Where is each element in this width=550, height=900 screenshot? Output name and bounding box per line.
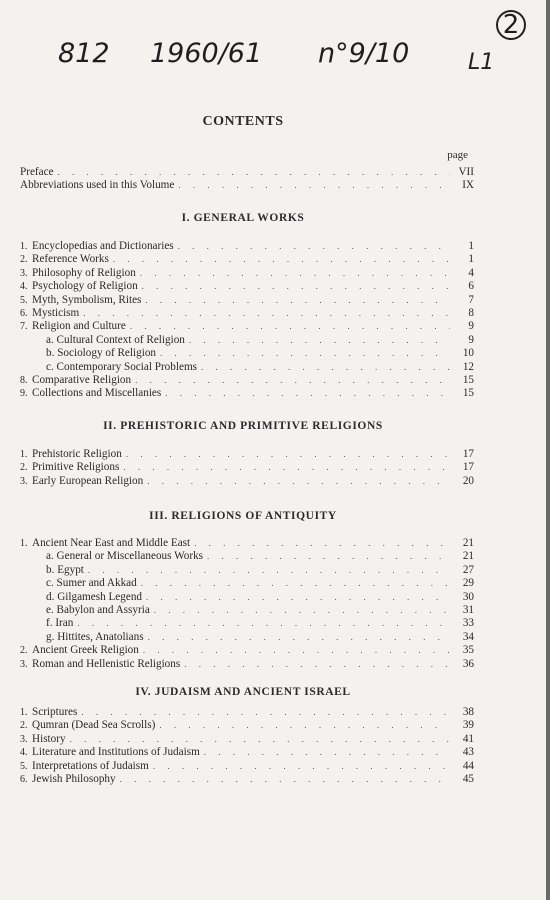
toc-entry[interactable] — [20, 719, 474, 732]
toc-entry-page: 15 — [462, 387, 474, 400]
leader-dots — [142, 280, 450, 293]
toc-entry-page: 34 — [462, 630, 474, 643]
toc-entry-label: Preface — [20, 166, 54, 178]
toc-entry-number: 6. — [20, 307, 28, 319]
toc-entry[interactable] — [20, 550, 474, 563]
toc-entry-page: 30 — [462, 590, 474, 603]
leader-dots — [207, 550, 450, 563]
toc-entry-number: 3. — [20, 475, 28, 487]
toc-entry-page: 10 — [462, 347, 474, 360]
toc-entry-page: VII — [458, 166, 474, 178]
leader-dots — [147, 475, 450, 488]
page-gutter — [546, 0, 550, 900]
leader-dots — [120, 773, 450, 786]
leader-dots — [204, 746, 450, 759]
handwritten-note: L1 — [468, 50, 495, 75]
leader-dots — [184, 658, 450, 671]
toc-entry-number: 3. — [20, 658, 28, 670]
toc-entry-label: Psychology of Religion — [32, 280, 138, 293]
toc-entry-page: 38 — [462, 706, 474, 718]
leader-dots — [143, 644, 450, 657]
toc-entry-label: c. Contemporary Social Problems — [46, 360, 198, 373]
toc-entry[interactable] — [20, 307, 474, 320]
leader-dots — [130, 320, 450, 333]
leader-dots — [160, 347, 450, 360]
toc-entry-label: Comparative Religion — [32, 373, 132, 386]
toc-entry-label: a. Cultural Context of Religion — [46, 333, 185, 346]
toc-entry-number: 7. — [20, 321, 28, 333]
toc-entry-page: 29 — [462, 577, 474, 590]
leader-dots — [146, 591, 450, 604]
leader-dots — [194, 537, 450, 550]
toc-entry[interactable] — [20, 475, 474, 488]
section-list — [20, 240, 474, 401]
leader-dots — [126, 448, 450, 461]
toc-entry[interactable] — [20, 361, 474, 374]
toc-entry[interactable] — [20, 773, 474, 786]
toc-entry[interactable] — [20, 591, 474, 604]
toc-entry-label: Primitive Religions — [32, 461, 120, 474]
toc-entry-page: 1 — [468, 253, 474, 266]
toc-entry-number: 3. — [20, 267, 28, 279]
leader-dots — [201, 361, 450, 374]
handwritten-note: 1960/61 — [150, 38, 263, 69]
toc-entry[interactable] — [20, 617, 474, 630]
toc-entry-page: IX — [462, 179, 474, 192]
leader-dots — [83, 307, 450, 320]
toc-entry[interactable] — [20, 564, 474, 577]
leader-dots — [70, 733, 450, 746]
toc-entry-label: b. Egypt — [46, 563, 84, 576]
leader-dots — [140, 267, 450, 280]
toc-entry-page: 7 — [468, 293, 474, 306]
leader-dots — [88, 564, 450, 577]
section-heading: III. RELIGIONS OF ANTIQUITY — [149, 510, 337, 522]
toc-entry-label: f. Iran — [46, 617, 74, 630]
section-heading: II. PREHISTORIC AND PRIMITIVE RELIGIONS — [103, 420, 383, 432]
toc-entry[interactable] — [20, 706, 474, 719]
toc-entry-number: 2. — [20, 462, 28, 474]
toc-entry[interactable] — [20, 760, 474, 773]
toc-entry[interactable] — [20, 658, 474, 671]
toc-entry-label: Early European Religion — [32, 474, 144, 487]
toc-entry[interactable] — [20, 644, 474, 657]
page-title: CONTENTS — [202, 114, 284, 129]
toc-entry-page: 43 — [462, 746, 474, 759]
toc-entry[interactable] — [20, 604, 474, 617]
toc-entry-label: Myth, Symbolism, Rites — [32, 293, 142, 306]
toc-entry[interactable] — [20, 387, 474, 400]
toc-entry-label: Scriptures — [32, 706, 78, 718]
toc-entry[interactable] — [20, 631, 474, 644]
toc-entry-label: Jewish Philosophy — [32, 772, 116, 785]
toc-entry-page: 12 — [462, 360, 474, 373]
toc-entry-label: d. Gilgamesh Legend — [46, 590, 143, 603]
section-list — [20, 706, 474, 786]
leader-dots — [189, 334, 450, 347]
toc-entry[interactable] — [20, 280, 474, 293]
toc-entry-label: g. Hittites, Anatolians — [46, 630, 144, 643]
toc-entry-number: 5. — [20, 294, 28, 306]
leader-dots — [165, 387, 450, 400]
toc-entry[interactable] — [20, 253, 474, 266]
toc-entry-number: 2. — [20, 720, 28, 732]
section-list — [20, 537, 474, 671]
toc-entry-label: Qumran (Dead Sea Scrolls) — [32, 719, 156, 732]
leader-dots — [135, 374, 450, 387]
toc-entry-page: 1 — [468, 240, 474, 252]
toc-entry[interactable] — [20, 577, 474, 590]
toc-entry-page: 17 — [462, 448, 474, 460]
toc-entry-page: 41 — [462, 732, 474, 745]
toc-entry-page: 6 — [468, 280, 474, 293]
leader-dots — [178, 240, 450, 253]
toc-entry-label: Ancient Greek Religion — [32, 644, 139, 657]
front-matter-list — [20, 166, 474, 193]
toc-entry-page: 15 — [462, 373, 474, 386]
toc-entry[interactable] — [20, 347, 474, 360]
toc-entry-label: Prehistoric Religion — [32, 448, 122, 460]
handwritten-annotation — [58, 10, 526, 82]
handwritten-note: n°9/10 — [318, 38, 410, 69]
toc-entry-page: 8 — [468, 306, 474, 319]
toc-entry-page: 9 — [468, 320, 474, 333]
toc-entry-label: Philosophy of Religion — [32, 266, 136, 279]
leader-dots — [148, 631, 450, 644]
toc-entry-number: 1. — [20, 707, 28, 718]
leader-dots — [113, 253, 450, 266]
toc-entry-number: 1. — [20, 241, 28, 252]
toc-entry-number: 2. — [20, 254, 28, 266]
toc-entry[interactable] — [20, 733, 474, 746]
toc-entry[interactable] — [20, 267, 474, 280]
toc-entry-page: 35 — [462, 644, 474, 657]
leader-dots — [77, 617, 450, 630]
toc-entry[interactable] — [20, 461, 474, 474]
leader-dots — [58, 166, 450, 179]
toc-entry-page: 17 — [462, 461, 474, 474]
toc-entry-page: 9 — [468, 333, 474, 346]
toc-entry-number: 1. — [20, 449, 28, 460]
toc-entry[interactable] — [20, 448, 474, 461]
toc-entry-label: Ancient Near East and Middle East — [32, 537, 191, 549]
section-heading: IV. JUDAISM AND ANCIENT ISRAEL — [135, 686, 351, 698]
toc-entry-label: Collections and Miscellanies — [32, 387, 162, 400]
leader-dots — [159, 719, 450, 732]
toc-entry-label: Encyclopedias and Dictionaries — [32, 240, 174, 252]
leader-dots — [81, 706, 450, 719]
toc-entry-page: 33 — [462, 617, 474, 630]
handwritten-note: 2 — [496, 10, 526, 40]
toc-entry-number: 9. — [20, 388, 28, 400]
toc-entry-label: Reference Works — [32, 253, 109, 266]
leader-dots — [145, 294, 450, 307]
section-list — [20, 448, 474, 488]
toc-entry-page: 27 — [462, 563, 474, 576]
toc-entry-label: Mysticism — [32, 306, 80, 319]
toc-entry[interactable] — [20, 334, 474, 347]
toc-entry-page: 44 — [462, 759, 474, 772]
toc-entry-label: History — [32, 732, 66, 745]
toc-entry-label: Literature and Institutions of Judaism — [32, 746, 200, 759]
toc-entry-label: a. General or Miscellaneous Works — [46, 550, 204, 563]
toc-entry[interactable] — [20, 320, 474, 333]
toc-entry-label: b. Sociology of Religion — [46, 347, 157, 360]
toc-entry-label: Religion and Culture — [32, 320, 126, 333]
toc-entry-page: 4 — [468, 266, 474, 279]
toc-entry[interactable] — [20, 166, 474, 179]
toc-entry-number: 4. — [20, 281, 28, 293]
handwritten-note: 812 — [58, 38, 110, 69]
toc-entry-label: e. Babylon and Assyria — [46, 603, 150, 616]
toc-entry-page: 45 — [462, 772, 474, 785]
toc-entry-number: 6. — [20, 773, 28, 785]
toc-entry-page: 21 — [462, 550, 474, 563]
section-heading: I. GENERAL WORKS — [181, 212, 305, 224]
toc-entry-page: 39 — [462, 719, 474, 732]
leader-dots — [154, 604, 450, 617]
page-column-header: page — [447, 149, 468, 161]
toc-entry-page: 31 — [462, 603, 474, 616]
toc-entry-label: Abbreviations used in this Volume — [20, 179, 175, 192]
leader-dots — [178, 179, 450, 192]
toc-entry[interactable] — [20, 746, 474, 759]
toc-entry-label: Interpretations of Judaism — [32, 759, 149, 772]
leader-dots — [141, 577, 450, 590]
toc-entry-number: 5. — [20, 760, 28, 772]
toc-entry-number: 8. — [20, 374, 28, 386]
toc-entry[interactable] — [20, 179, 474, 192]
toc-entry[interactable] — [20, 294, 474, 307]
toc-entry-page: 36 — [462, 657, 474, 670]
toc-entry-page: 20 — [462, 474, 474, 487]
toc-entry[interactable] — [20, 374, 474, 387]
toc-entry-number: 1. — [20, 538, 28, 549]
toc-entry[interactable] — [20, 537, 474, 550]
toc-entry-number: 3. — [20, 733, 28, 745]
toc-entry-label: Roman and Hellenistic Religions — [32, 657, 181, 670]
toc-entry-number: 4. — [20, 747, 28, 759]
toc-entry-number: 2. — [20, 645, 28, 657]
toc-entry-page: 21 — [462, 537, 474, 549]
leader-dots — [123, 461, 450, 474]
leader-dots — [153, 760, 450, 773]
toc-entry[interactable] — [20, 240, 474, 253]
toc-entry-label: c. Sumer and Akkad — [46, 577, 137, 590]
